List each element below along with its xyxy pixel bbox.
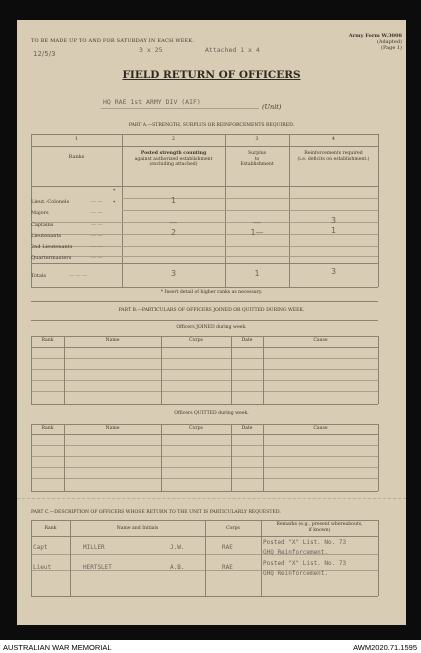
table-border	[378, 424, 379, 491]
unit-label: (Unit)	[262, 103, 282, 111]
row-rule	[31, 391, 378, 392]
leader-dots: — —	[91, 255, 103, 261]
table-border	[31, 404, 378, 405]
posted-value: —	[169, 218, 178, 227]
rank-label: Captains	[31, 222, 54, 228]
part-c-col-corps: Corps	[226, 526, 240, 531]
leader-dots: — —	[91, 199, 103, 205]
table-border	[161, 336, 162, 404]
total-posted: 3	[170, 269, 177, 278]
unit-value: HQ RAE 1st ARMY DIV (AIF)	[103, 98, 201, 106]
row-rule	[31, 369, 378, 370]
row-rule	[31, 467, 378, 468]
reinforcements-value: 1	[330, 226, 337, 235]
table-border	[378, 336, 379, 404]
date-entry: 12/5/3	[33, 50, 56, 58]
table-border	[31, 491, 378, 492]
part-a-title: PART A.—STRENGTH, SURPLUS OR REINFORCEMENTS REQUIRED.	[128, 123, 295, 128]
form-reference	[349, 33, 402, 51]
joined-col-date: Date	[241, 338, 253, 343]
table-border	[31, 434, 378, 435]
posted-header-line: against authorized establishment	[134, 156, 213, 162]
surplus-header-line: Surplus	[247, 151, 267, 156]
part-c-col-remarks	[261, 522, 378, 533]
officer-initials: J.W.	[170, 544, 185, 551]
archive-footer	[0, 640, 421, 653]
form-instruction: TO BE MADE UP TO AND FOR SATURDAY IN EACH WEEK.	[31, 38, 195, 44]
surplus-header	[225, 151, 289, 168]
surplus-value: 1—	[250, 228, 264, 237]
table-border	[31, 287, 378, 288]
rank-label: 2nd Lieutenants	[31, 244, 73, 250]
table-border	[231, 424, 232, 491]
posted-header-line: Posted strength counting	[140, 151, 207, 156]
table-border	[378, 520, 379, 596]
col-number-1: 1	[75, 137, 78, 142]
rank-label: Lieut.-Colonels	[31, 199, 70, 205]
ranks-header: Ranks	[68, 154, 85, 160]
table-border	[31, 320, 378, 321]
surplus-header-line: to	[254, 156, 260, 162]
leader-dots: — —	[91, 210, 103, 216]
joined-col-rank: Rank	[41, 338, 54, 343]
joined-col-cause: Cause	[313, 338, 328, 343]
asterisk-mark: *	[113, 189, 116, 194]
archive-name: AUSTRALIAN WAR MEMORIAL	[3, 643, 112, 652]
paper-fold	[17, 498, 406, 499]
rank-label: Lieutenants	[31, 233, 62, 239]
table-border	[31, 336, 32, 404]
part-c-col-name: Name and Initials	[116, 526, 159, 531]
officer-remark: GHQ Reinforcement.	[263, 570, 329, 577]
officer-remark: Posted "X" List. No. 73	[263, 539, 347, 546]
table-border	[64, 424, 65, 491]
quitted-col-date: Date	[241, 426, 253, 431]
remarks-header-line: Remarks (e.g., present whereabouts,	[276, 522, 363, 527]
table-border	[263, 424, 264, 491]
leader-dots: — — —	[69, 273, 88, 279]
field-return-form	[17, 20, 406, 625]
remarks-header-line: if known)	[308, 527, 331, 533]
form-name: Army Form W.3008	[348, 33, 402, 39]
quitted-title: Officers QUITTED during week.	[174, 411, 249, 416]
table-border	[31, 263, 378, 264]
row-rule	[122, 210, 378, 211]
quitted-col-rank: Rank	[41, 426, 54, 431]
officer-initials: A.B.	[170, 564, 185, 571]
table-border	[161, 424, 162, 491]
table-border	[31, 336, 378, 337]
strength-entry: 3 x 25	[139, 46, 163, 54]
form-adapted: (Adapted)	[376, 39, 402, 45]
col-number-2: 2	[172, 137, 175, 142]
posted-value: 2	[170, 228, 177, 237]
table-border	[31, 347, 378, 348]
rank-label: Majors	[31, 210, 49, 216]
officer-remark: GHQ Reinforcement.	[263, 549, 329, 556]
reinforcements-header-line: Reinforcements required	[304, 151, 363, 156]
unit-underline	[101, 108, 259, 109]
table-border	[263, 336, 264, 404]
quitted-col-corps: Corps	[189, 426, 203, 431]
table-border	[31, 424, 378, 425]
row-rule	[31, 246, 378, 247]
officer-name: MILLER	[83, 544, 105, 551]
archive-reference: AWM2020.71.1595	[353, 643, 417, 652]
form-title: FIELD RETURN OF OFFICERS	[122, 69, 301, 81]
part-b-title: PART B.—PARTICULARS OF OFFICERS JOINED OR QUITTED DURING WEEK.	[118, 308, 305, 313]
attached-entry: Attached 1 x 4	[205, 46, 260, 54]
officer-corps: RAE	[222, 564, 233, 571]
row-rule	[31, 478, 378, 479]
section-divider	[31, 301, 378, 302]
row-rule	[31, 358, 378, 359]
reinforcements-value: 3	[330, 216, 337, 225]
form-page: (Page 1)	[381, 45, 402, 51]
table-border	[31, 186, 378, 187]
posted-header-line: (excluding attached)	[149, 162, 198, 167]
total-surplus: 1	[254, 269, 260, 278]
officer-corps: RAE	[222, 544, 233, 551]
surplus-header-line: Establishment	[240, 162, 274, 167]
part-c-col-rank: Rank	[44, 526, 57, 531]
table-border	[31, 146, 378, 147]
surplus-value: —	[253, 218, 261, 227]
row-rule	[31, 445, 378, 446]
total-reinforcements: 3	[330, 267, 337, 276]
posted-value: 1	[170, 196, 177, 205]
reinforcements-header	[289, 151, 378, 162]
posted-header	[122, 151, 225, 168]
officer-remark: Posted "X" List. No. 73	[263, 560, 347, 567]
joined-col-name: Name	[105, 338, 120, 343]
table-border	[378, 134, 379, 287]
col-number-3: 3	[255, 137, 259, 142]
col-number-4: 4	[332, 137, 335, 142]
reinforcements-header-line: (i.e. deficits on establishment.)	[297, 156, 370, 162]
row-rule	[31, 380, 378, 381]
officer-rank: Lieut	[33, 564, 52, 571]
row-rule	[31, 456, 378, 457]
quitted-col-name: Name	[105, 426, 120, 431]
row-rule	[31, 256, 378, 257]
table-border	[64, 336, 65, 404]
leader-dots: — —	[91, 222, 103, 228]
table-border	[31, 134, 378, 135]
joined-col-corps: Corps	[189, 338, 203, 343]
quitted-col-cause: Cause	[313, 426, 328, 431]
table-border	[231, 336, 232, 404]
officer-rank: Capt	[33, 544, 48, 551]
table-border	[31, 596, 378, 597]
part-c-title: PART C.—DESCRIPTION OF OFFICERS WHOSE RETURN TO THE UNIT IS PARTICULARLY REQUESTED.	[31, 510, 281, 515]
leader-dots: — —	[91, 244, 103, 250]
officer-name: HERTSLET	[83, 564, 112, 571]
part-a-footnote: * Insert detail of higher ranks as necessary.	[160, 290, 263, 295]
rank-label: Quartermasters	[31, 255, 72, 261]
totals-label: Totals	[31, 273, 47, 279]
joined-title: Officers JOINED during week.	[176, 325, 247, 330]
asterisk-mark: *	[113, 201, 116, 206]
leader-dots: — —	[91, 233, 103, 239]
table-border	[31, 424, 32, 491]
